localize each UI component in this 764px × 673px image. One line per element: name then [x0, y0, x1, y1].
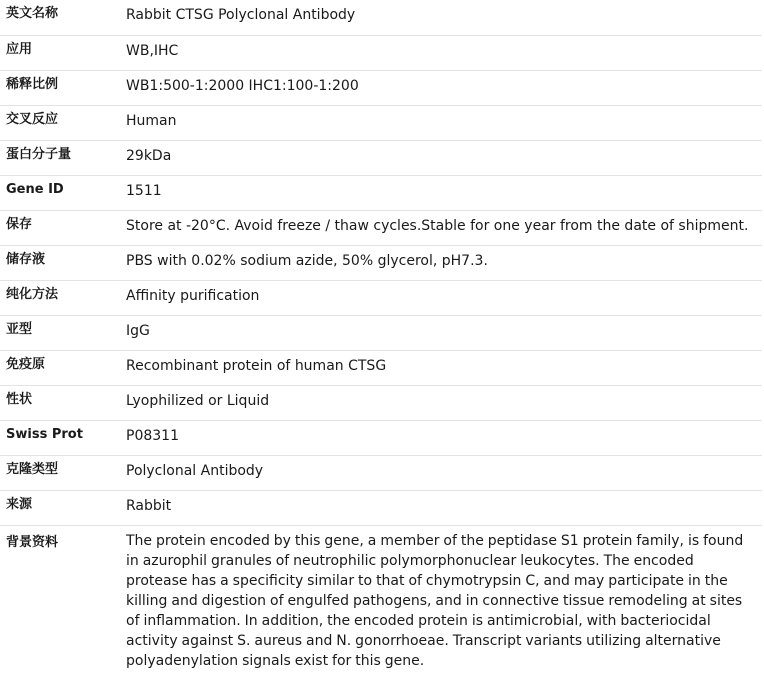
label-immunogen: 免疫原 — [0, 350, 120, 385]
row-purification — [0, 280, 762, 315]
row-storage — [0, 210, 762, 245]
row-isotype — [0, 315, 762, 350]
row-dilution — [0, 70, 762, 105]
row-cross-reactivity — [0, 105, 762, 140]
label-form: 性状 — [0, 385, 120, 420]
value-background: The protein encoded by this gene, a member of the peptidase S1 protein family, is found in azurophil granules of neutrophilic polymorphonuclear leukocytes. The encoded protease has a specificity similar to that of chymotrypsin C, and may participate in the killing and digestion of engulfed pathogens, and in connective tissue remodeling at sites of inflammation. In addition, the encoded protein is antimicrobial, with bacteriocidal activity against S. aureus and N. gonorrhoeae. Transcript variants utilizing alternative polyadenylation signals exist for this gene. — [126, 532, 744, 669]
label-background: 背景资料 — [6, 534, 59, 550]
row-clonality — [0, 455, 762, 490]
value-purification: Affinity purification — [120, 280, 762, 315]
row-immunogen — [0, 350, 762, 385]
row-host — [0, 490, 762, 525]
label-clonality: 克隆类型 — [0, 455, 120, 490]
label-dilution: 稀释比例 — [0, 70, 120, 105]
label-host: 来源 — [0, 490, 120, 525]
value-english-name: Rabbit CTSG Polyclonal Antibody — [120, 0, 762, 35]
row-buffer — [0, 245, 762, 280]
value-immunogen: Recombinant protein of human CTSG — [120, 350, 762, 385]
label-application: 应用 — [0, 35, 120, 70]
value-application: WB,IHC — [120, 35, 762, 70]
row-application — [0, 35, 762, 70]
label-buffer: 储存液 — [0, 245, 120, 280]
value-form: Lyophilized or Liquid — [120, 385, 762, 420]
row-gene-id — [0, 175, 762, 210]
value-swiss-prot: P08311 — [120, 420, 762, 455]
label-isotype: 亚型 — [0, 315, 120, 350]
label-swiss-prot: Swiss Prot — [0, 420, 120, 455]
value-storage: Store at -20°C. Avoid freeze / thaw cycles.Stable for one year from the date of shipment. — [120, 210, 762, 245]
label-purification: 纯化方法 — [0, 280, 120, 315]
value-isotype: IgG — [120, 315, 762, 350]
label-storage: 保存 — [0, 210, 120, 245]
label-molecular-weight: 蛋白分子量 — [0, 140, 120, 175]
row-background — [0, 525, 762, 671]
row-molecular-weight — [0, 140, 762, 175]
row-swiss-prot — [0, 420, 762, 455]
row-form — [0, 385, 762, 420]
value-gene-id: 1511 — [120, 175, 762, 210]
label-gene-id: Gene ID — [0, 175, 120, 210]
value-buffer: PBS with 0.02% sodium azide, 50% glycerol, pH7.3. — [120, 245, 762, 280]
value-cross-reactivity: Human — [120, 105, 762, 140]
label-cross-reactivity: 交叉反应 — [0, 105, 120, 140]
value-clonality: Polyclonal Antibody — [120, 455, 762, 490]
label-english-name: 英文名称 — [0, 0, 120, 35]
value-molecular-weight: 29kDa — [120, 140, 762, 175]
value-dilution: WB1:500-1:2000 IHC1:100-1:200 — [120, 70, 762, 105]
row-english-name — [0, 0, 762, 35]
value-host: Rabbit — [120, 490, 762, 525]
